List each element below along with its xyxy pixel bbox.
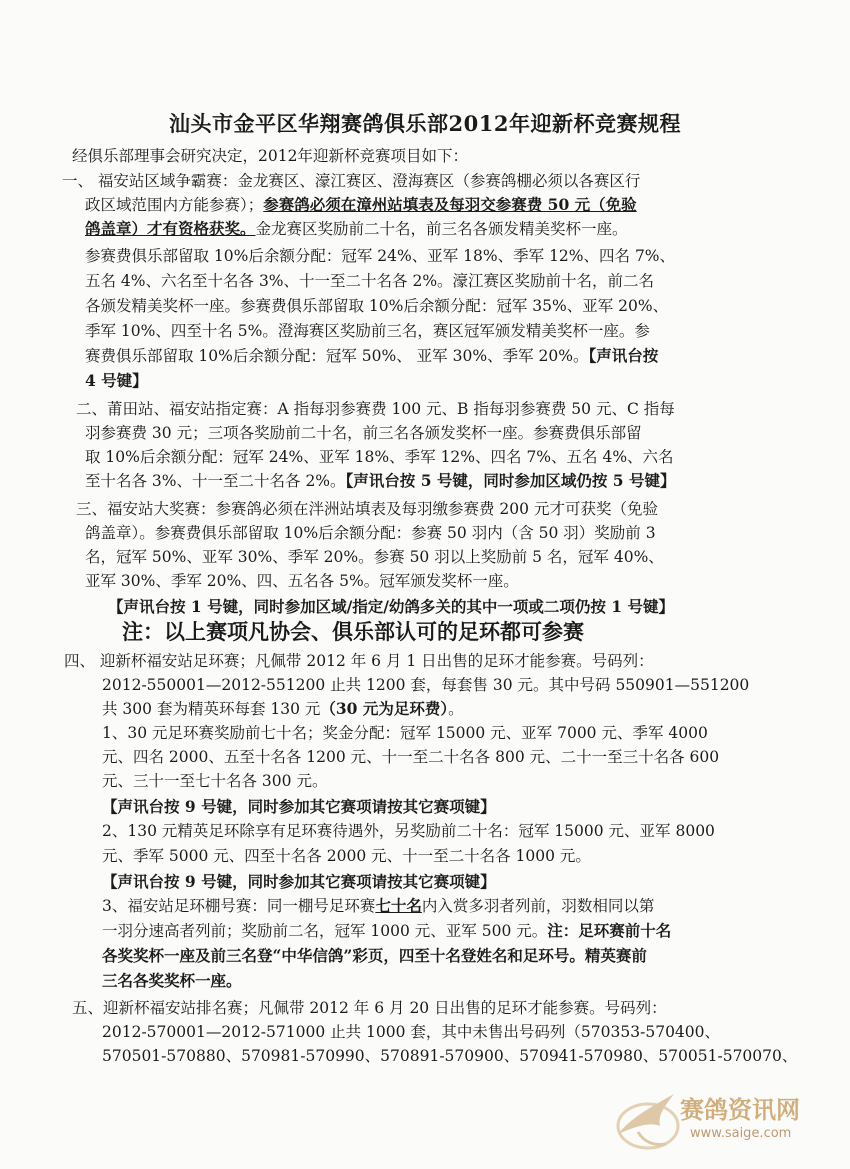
section4-line: 四、 迎新杯福安站足环赛；凡佩带 2012 年 6 月 1 日出售的足环才能参赛。号码列：	[64, 652, 654, 670]
section4-loft-line: 一羽分速高者列前；奖励前二名，冠军 1000 元、亚军 500 元。注：足环赛前十名	[102, 921, 672, 940]
watermark-site-name: 赛鸽资讯网	[680, 1096, 800, 1124]
ring-race-note: 注：足环赛前十名	[547, 921, 672, 940]
section4-line: 2012-550001—2012-551200 止共 1200 套，每套售 30 元。其中号码 550901—551200	[102, 676, 750, 694]
eligibility-note: 注：以上赛项凡协会、俱乐部认可的足环都可参赛	[122, 619, 584, 644]
section4-prize-line: 1、30 元足环赛奖励前七十名；奖金分配：冠军 15000 元、亚军 7000 元、季军 4000	[102, 724, 708, 742]
document-title: 汕头市金平区华翔赛鸽俱乐部2012年迎新杯竞赛规程	[169, 111, 681, 136]
section2-line: 取 10%后余额分配：冠军 24%、亚军 18%、季军 12%、四名 7%、五名 4%、六名	[85, 448, 674, 466]
section1-key-instruction: 【声讯台按	[588, 346, 659, 365]
section1-key-instruction: 4 号键】	[85, 371, 148, 390]
section1-line: 政区域范围内方能参赛）；参赛鸽必须在漳州站填表及每羽交参赛费 50 元（免验	[85, 195, 637, 214]
section5-line: 五、迎新杯福安站排名赛；凡佩带 2012 年 6 月 20 日出售的足环才能参赛。号码列：	[72, 999, 667, 1017]
section1-line: 一、 福安站区域争霸赛：金龙赛区、濠江赛区、澄海赛区（参赛鸽棚必须以各赛区行	[62, 172, 641, 190]
section1-line: 赛费俱乐部留取 10%后余额分配：冠军 50%、 亚军 30%、季军 20%。【声讯台按	[85, 346, 659, 365]
section1-line: 季军 10%、四至十名 5%。澄海赛区奖励前三名，赛区冠军颁发精美奖杯一座。参	[85, 322, 650, 340]
section1-requirement: 鸽盖章）才有资格获奖。	[85, 219, 256, 238]
intro-text: 经俱乐部理事会研究决定，2012年迎新杯竞赛项目如下：	[72, 147, 468, 165]
section2-line: 至十名各 3%、十一至二十名各 2%。【声讯台按 5 号键，同时参加区域仍按 5 号键】	[85, 471, 676, 490]
section4-elite-line: 元、季军 5000 元、四至十名各 2000 元、十一至二十名各 1000 元。	[102, 847, 591, 865]
section4-key-instruction: 【声讯台按 9 号键，同时参加其它赛项请按其它赛项键】	[102, 797, 496, 816]
section3-line: 鸽盖章）。参赛费俱乐部留取 10%后余额分配：参赛 50 羽内（含 50 羽）奖励前 3	[85, 524, 656, 542]
section3-line: 名，冠军 50%、亚军 30%、季军 20%。参赛 50 羽以上奖励前 5 名，冠军 40%、	[85, 548, 664, 566]
section4-loft-line: 各奖奖杯一座及前三名登“中华信鸽”彩页，四至十名登姓名和足环号。精英赛前	[102, 946, 647, 965]
section4-prize-line: 元、四名 2000、五至十名各 1200 元、十一至二十名各 800 元、二十一至三十名各 600	[102, 748, 720, 766]
watermark-url: www.saige.com	[690, 1126, 792, 1141]
section2-line: 羽参赛费 30 元；三项各奖励前二十名，前三名各颁发奖杯一座。参赛费俱乐部留	[85, 424, 642, 442]
section3-line: 三、福安站大奖赛：参赛鸽必须在泮洲站填表及每羽缴参赛费 200 元才可获奖（免验	[76, 500, 658, 518]
section4-loft-line: 3、福安站足环棚号赛：同一棚号足环赛七十名内入赏多羽者列前，羽数相同以第	[102, 896, 655, 915]
section1-line: 各颁发精美奖杯一座。参赛费俱乐部留取 10%后余额分配：冠军 35%、亚军 20%、	[85, 297, 669, 315]
section3-key-instruction: 【声讯台按 1 号键，同时参加区域/指定/幼鸽多关的其中一项或二项仍按 1 号键】	[108, 597, 674, 616]
section4-elite-line: 2、130 元精英足环除享有足环赛待遇外，另奖励前二十名：冠军 15000 元、亚军 8000	[102, 822, 715, 840]
section5-line: 570501-570880、570981-570990、570891-570900、570941-570980、570051-570070、	[102, 1047, 798, 1065]
section5-line: 2012-570001—2012-571000 止共 1000 套，其中未售出号码列（570353-570400、	[102, 1023, 721, 1041]
top-seventy-highlight: 七十名	[375, 896, 422, 915]
section4-line: 共 300 套为精英环每套 130 元（30 元为足环费）。	[102, 699, 464, 718]
section1-line: 参赛费俱乐部留取 10%后余额分配：冠军 24%、亚军 18%、季军 12%、四名 7%、	[85, 247, 676, 265]
section2-key-instruction: 【声讯台按 5 号键，同时参加区域仍按 5 号键】	[345, 471, 676, 490]
section4-key-instruction: 【声讯台按 9 号键，同时参加其它赛项请按其它赛项键】	[102, 872, 496, 891]
section1-requirement: 参赛鸽必须在漳州站填表及每羽交参赛费 50 元（免验	[263, 195, 637, 214]
section3-line: 亚军 30%、季军 20%、四、五名各 5%。冠军颁发奖杯一座。	[85, 572, 519, 590]
section2-line: 二、莆田站、福安站指定赛：A 指每羽参赛费 100 元、B 指每羽参赛费 50 元、C 指每	[76, 400, 675, 418]
pigeon-logo-icon	[608, 1086, 688, 1156]
section4-prize-line: 元、三十一至七十名各 300 元。	[102, 772, 328, 790]
section1-line: 鸽盖章）才有资格获奖。金龙赛区奖励前二十名，前三名各颁发精美奖杯一座。	[85, 219, 628, 238]
ring-fee-note: （30 元为足环费）	[320, 699, 449, 718]
section4-loft-line: 三名各奖奖杯一座。	[102, 971, 242, 990]
section1-line: 五名 4%、六名至十名各 3%、十一至二十名各 2%。濠江赛区奖励前十名，前二名	[85, 272, 655, 290]
